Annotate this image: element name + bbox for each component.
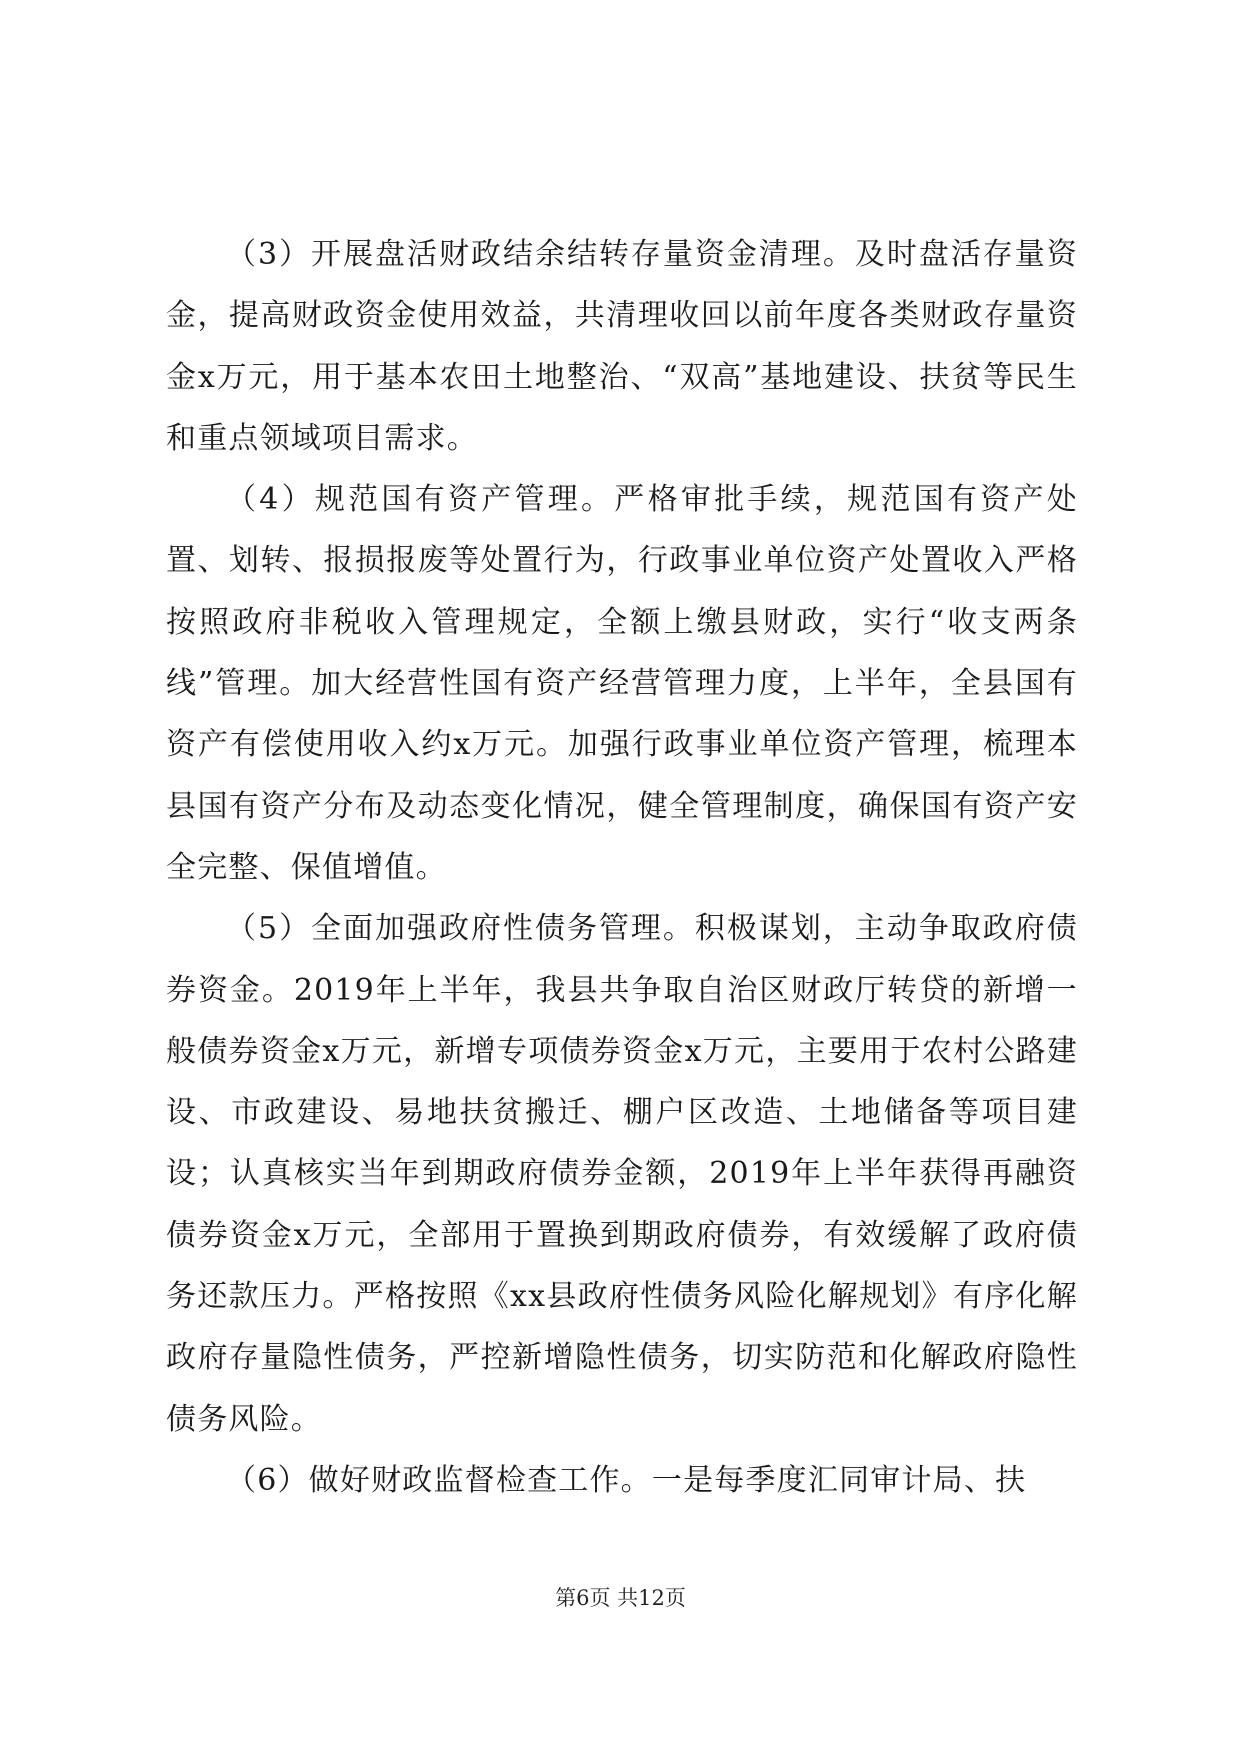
- paragraph-3-fund-cleanup: （3）开展盘活财政结余结转存量资金清理。及时盘活存量资金，提高财政资金使用效益，共清理收回以前年度各类财政存量资金x万元，用于基本农田土地整治、“双高”基地建设、扶贫等民生和重点领域项目需求。: [166, 237, 1078, 456]
- document-body: [166, 224, 1078, 1511]
- paragraph-4-state-asset-management: （4）规范国有资产管理。严格审批手续，规范国有资产处置、划转、报损报废等处置行为，行政事业单位资产处置收入严格按照政府非税收入管理规定，全额上缴县财政，实行“收支两条线”管理。加大经营性国有资产经营管理力度，上半年，全县国有资产有偿使用收入约x万元。加强行政事业单位资产管理，梳理本县国有资产分布及动态变化情况，健全管理制度，确保国有资产安全完整、保值增值。: [166, 482, 1078, 885]
- paragraph-5-government-debt-management: （5）全面加强政府性债务管理。积极谋划，主动争取政府债券资金。2019年上半年，我县共争取自治区财政厅转贷的新增一般债券资金x万元，新增专项债券资金x万元，主要用于农村公路建设、市政建设、易地扶贫搬迁、棚户区改造、土地储备等项目建设；认真核实当年到期政府债券金额，2019年上半年获得再融资债券资金x万元，全部用于置换到期政府债券，有效缓解了政府债务还款压力。严格按照《xx县政府性债务风险化解规划》有序化解政府存量隐性债务，严控新增隐性债务，切实防范和化解政府隐性债务风险。: [166, 911, 1078, 1437]
- paragraph-6-fiscal-supervision: （6）做好财政监督检查工作。一是每季度汇同审计局、扶: [226, 1462, 1027, 1498]
- page-number-footer: 第6页 共12页: [555, 1586, 686, 1610]
